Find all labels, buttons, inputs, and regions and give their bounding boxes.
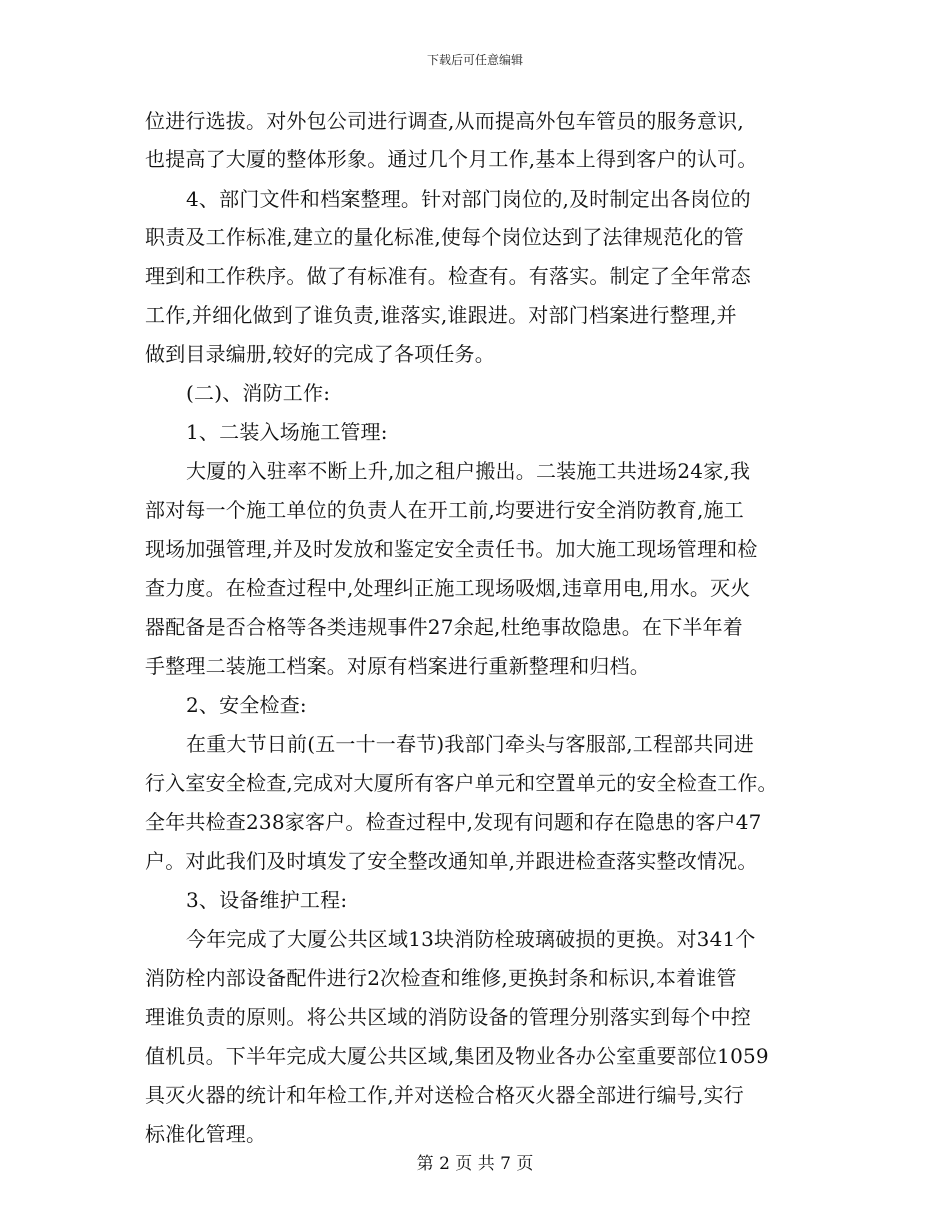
text-line: 现场加强管理,并及时发放和鉴定安全责任书。加大施工现场管理和检 bbox=[145, 537, 758, 561]
text-line: 手整理二装施工档案。对原有档案进行重新整理和归档。 bbox=[145, 654, 650, 678]
text-line: 理到和工作秩序。做了有标准有。检查有。有落实。制定了全年常态 bbox=[145, 264, 751, 288]
text-line: 全年共检查238家客户。检查过程中,发现有问题和存在隐患的客户47 bbox=[145, 810, 762, 834]
text-line: 4、部门文件和档案整理。针对部门岗位的,及时制定出各岗位的 bbox=[186, 187, 751, 211]
text-line: 也提高了大厦的整体形象。通过几个月工作,基本上得到客户的认可。 bbox=[145, 147, 758, 171]
text-line: 做到目录编册,较好的完成了各项任务。 bbox=[145, 342, 495, 366]
section-heading: (二)、消防工作: bbox=[186, 381, 331, 405]
text-line: 查力度。在检查过程中,处理纠正施工现场吸烟,违章用电,用水。灭火 bbox=[145, 576, 751, 600]
page-number: 第 2 页 共 7 页 bbox=[416, 1154, 534, 1174]
text-line: 部对每一个施工单位的负责人在开工前,均要进行安全消防教育,施工 bbox=[145, 498, 744, 522]
text-line: 户。对此我们及时填发了安全整改通知单,并跟进检查落实整改情况。 bbox=[145, 849, 758, 873]
text-line: 消防栓内部设备配件进行2次检查和维修,更换封条和标识,本着谁管 bbox=[145, 966, 737, 990]
text-line: 器配备是否合格等各类违规事件27余起,杜绝事故隐患。在下半年着 bbox=[145, 615, 744, 639]
text-line: 值机员。下半年完成大厦公共区域,集团及物业各办公室重要部位1059 bbox=[145, 1044, 769, 1068]
text-line: 在重大节日前(五一十一春节)我部门牵头与客服部,工程部共同进 bbox=[186, 732, 754, 756]
text-line: 标准化管理。 bbox=[145, 1122, 267, 1146]
text-line: 理谁负责的原则。将公共区域的消防设备的管理分别落实到每个中控 bbox=[145, 1005, 751, 1029]
page-header-note: 下载后可任意编辑 bbox=[426, 53, 523, 67]
text-line: 行入室安全检查,完成对大厦所有客户单元和空置单元的安全检查工作。 bbox=[145, 771, 778, 795]
text-line: 大厦的入驻率不断上升,加之租户搬出。二装施工共进场24家,我 bbox=[186, 459, 751, 483]
subsection-heading: 2、安全检查: bbox=[186, 693, 307, 717]
text-line: 位进行选拔。对外包公司进行调查,从而提高外包车管员的服务意识, bbox=[145, 109, 744, 133]
subsection-heading: 1、二装入场施工管理: bbox=[186, 420, 388, 444]
subsection-heading: 3、设备维护工程: bbox=[186, 888, 348, 912]
text-line: 职责及工作标准,建立的量化标准,使每个岗位达到了法律规范化的管 bbox=[145, 225, 744, 249]
text-line: 工作,并细化做到了谁负责,谁落实,谁跟进。对部门档案进行整理,并 bbox=[145, 303, 737, 327]
text-line: 具灭火器的统计和年检工作,并对送检合格灭火器全部进行编号,实行 bbox=[145, 1083, 744, 1107]
text-line: 今年完成了大厦公共区域13块消防栓玻璃破损的更换。对341个 bbox=[186, 927, 756, 951]
